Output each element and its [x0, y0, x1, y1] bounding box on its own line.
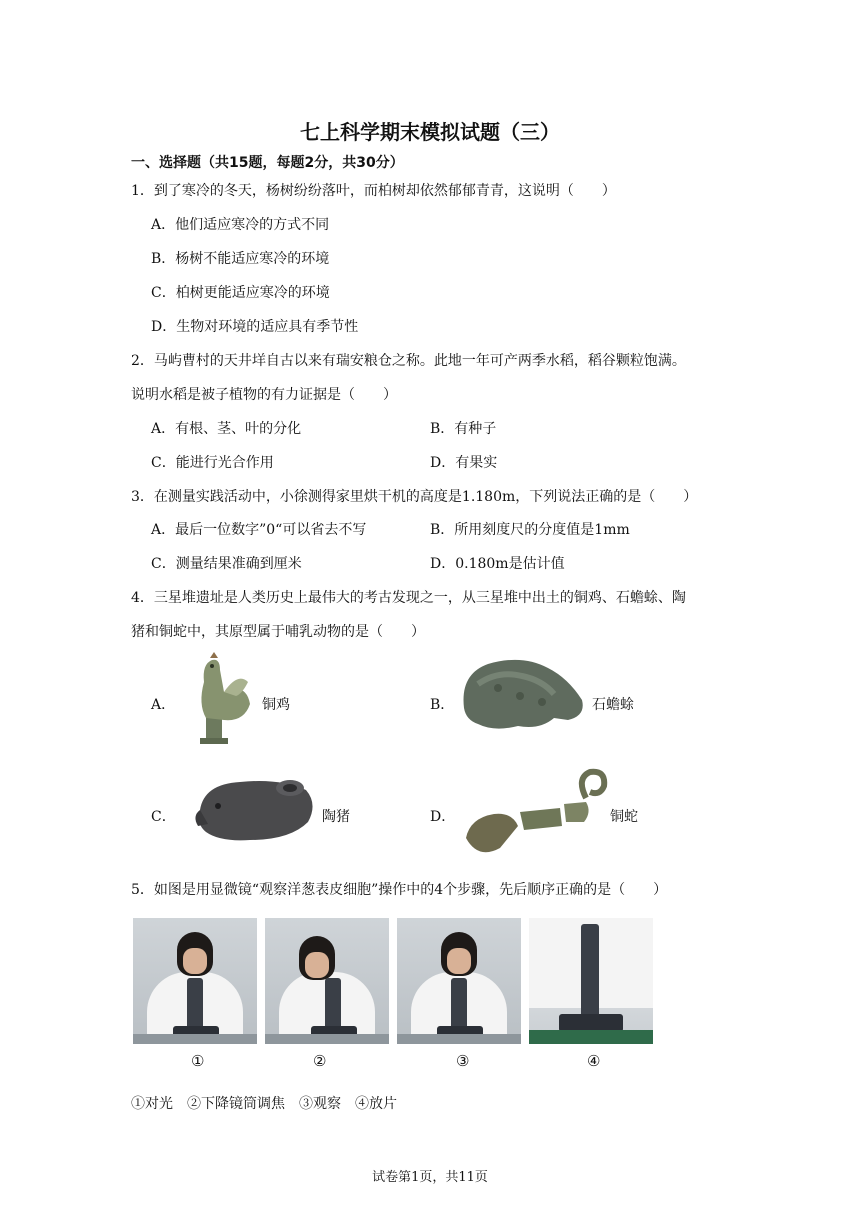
- question-4-stem-line1: 4．三星堆遗址是人类历史上最伟大的考古发现之一，从三星堆中出土的铜鸡、石蟾蜍、陶: [131, 590, 686, 606]
- section-heading: 一、选择题（共15题，每题2分，共30分）: [131, 155, 404, 171]
- question-3-option-c: C．测量结果准确到厘米: [151, 556, 302, 572]
- microscope-step-photo-4: [529, 918, 653, 1044]
- question-3-stem: 3．在测量实践活动中，小徐测得家里烘干机的高度是1.180m，下列说法正确的是（ ）: [131, 489, 698, 505]
- question-2-stem-line2: 说明水稻是被子植物的有力证据是（ ）: [131, 387, 397, 403]
- question-4-option-b-caption: 石蟾蜍: [592, 697, 634, 713]
- question-4-option-a-letter: A．: [151, 697, 176, 713]
- stone-toad-image: [458, 654, 588, 734]
- question-4-option-a-caption: 铜鸡: [262, 697, 290, 713]
- question-2-stem-line1: 2．马屿曹村的天井垟自古以来有瑞安粮仓之称。此地一年可产两季水稻，稻谷颗粒饱满。: [131, 353, 686, 369]
- question-1-stem: 1．到了寒冷的冬天，杨树纷纷落叶，而柏树却依然郁郁青青，这说明（ ）: [131, 183, 616, 199]
- question-4-option-c-caption: 陶猪: [322, 809, 350, 825]
- question-3-option-b: B．所用刻度尺的分度值是1mm: [430, 522, 630, 538]
- bronze-snake-image: [460, 768, 610, 860]
- question-4-option-c-letter: C．: [151, 809, 176, 825]
- question-4-option-d-caption: 铜蛇: [610, 809, 638, 825]
- page-footer: 试卷第1页，共11页: [372, 1170, 488, 1185]
- question-4-stem-line2: 猪和铜蛇中，其原型属于哺乳动物的是（ ）: [131, 624, 425, 640]
- question-2-option-b: B．有种子: [430, 421, 497, 437]
- pottery-pig-image: [190, 770, 320, 848]
- question-4-option-b-letter: B．: [430, 697, 455, 713]
- photo-label-3: ③: [456, 1052, 470, 1070]
- photo-label-2: ②: [313, 1052, 327, 1070]
- question-3-option-a: A．最后一位数字”0“可以省去不写: [151, 522, 367, 538]
- question-2-option-d: D．有果实: [430, 455, 498, 471]
- question-1-option-d: D．生物对环境的适应具有季节性: [151, 319, 359, 335]
- microscope-step-photo-3: [397, 918, 521, 1044]
- microscope-step-photo-1: [133, 918, 257, 1044]
- question-5-stem: 5．如图是用显微镜“观察洋葱表皮细胞”操作中的4个步骤，先后顺序正确的是（ ）: [131, 882, 668, 898]
- bronze-rooster-image: [184, 652, 254, 746]
- microscope-step-photo-2: [265, 918, 389, 1044]
- question-4-option-d-letter: D．: [430, 809, 456, 825]
- question-2-option-a: A．有根、茎、叶的分化: [151, 421, 302, 437]
- question-2-option-c: C．能进行光合作用: [151, 455, 274, 471]
- question-5-steps: ①对光 ②下降镜筒调焦 ③观察 ④放片: [131, 1096, 397, 1112]
- question-1-option-c: C．柏树更能适应寒冷的环境: [151, 285, 330, 301]
- page-title: 七上科学期末模拟试题（三）: [300, 120, 560, 144]
- photo-label-1: ①: [191, 1052, 205, 1070]
- photo-label-4: ④: [587, 1052, 601, 1070]
- question-1-option-b: B．杨树不能适应寒冷的环境: [151, 251, 330, 267]
- question-1-option-a: A．他们适应寒冷的方式不同: [151, 217, 330, 233]
- question-3-option-d: D．0.180m是估计值: [430, 556, 565, 572]
